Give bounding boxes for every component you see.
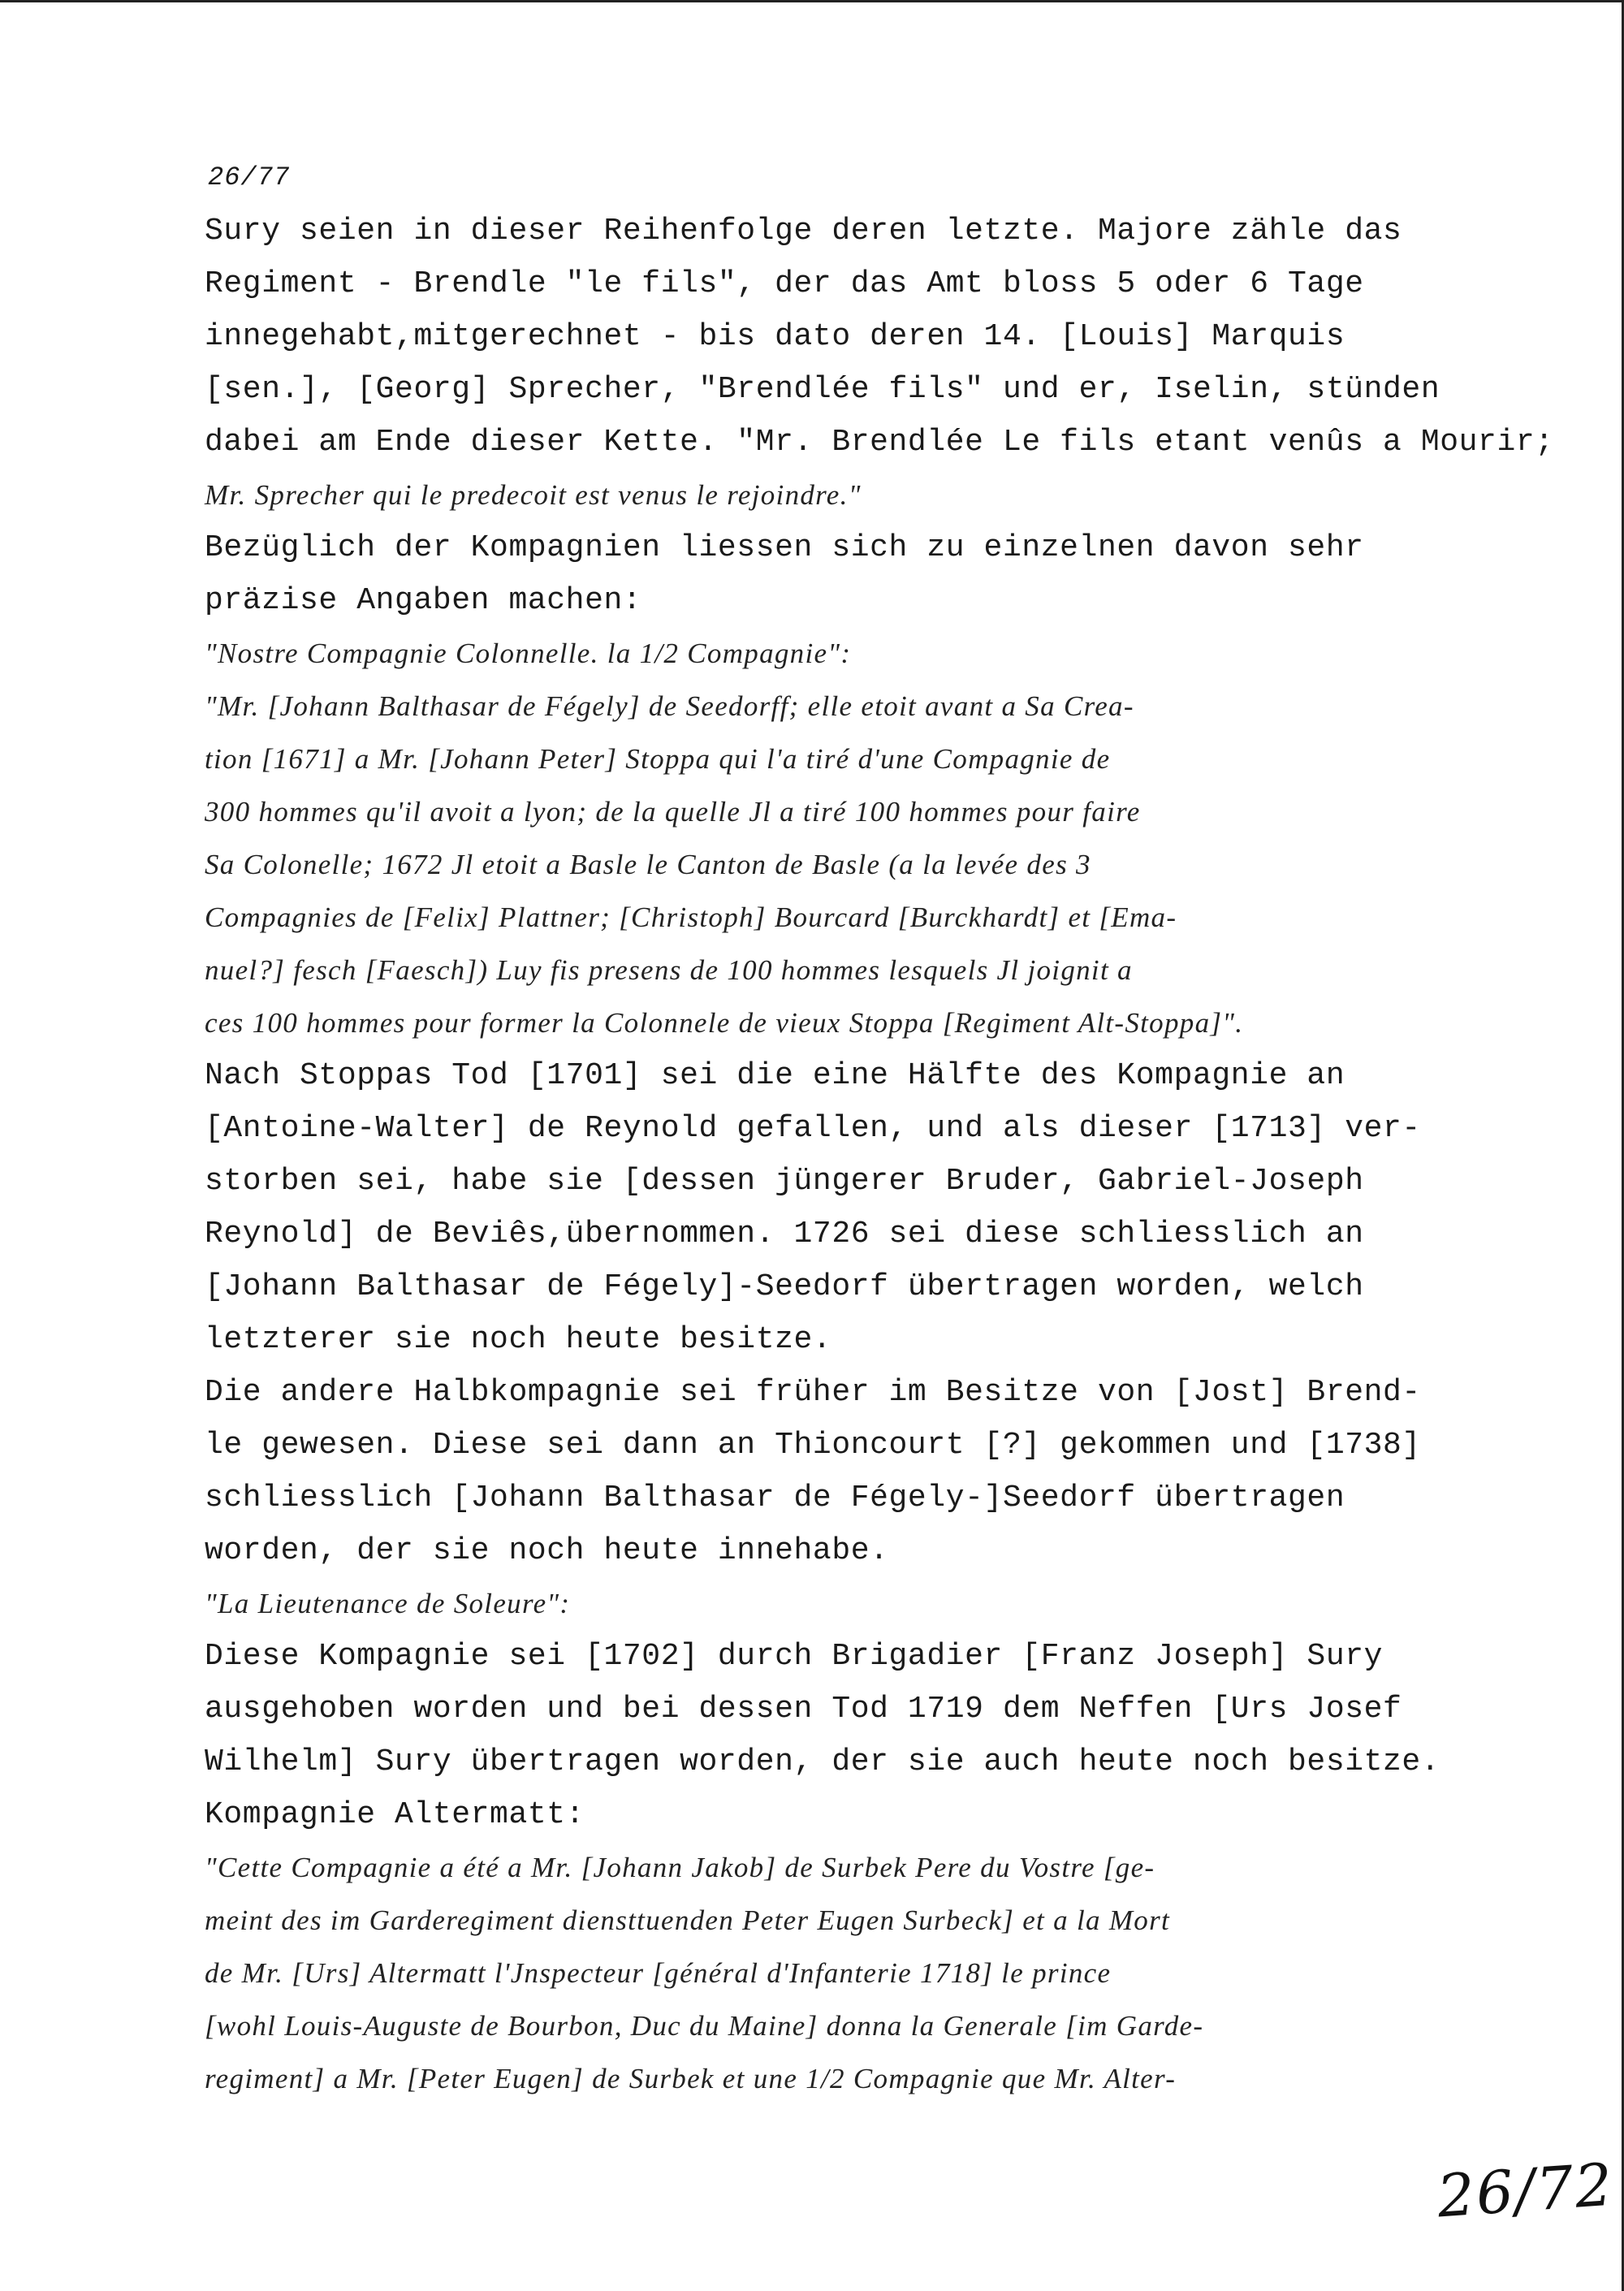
quoted-line: "Nostre Compagnie Colonnelle. la 1/2 Compagnie": [205, 638, 852, 669]
text-line: letzterer sie noch heute besitze. [205, 1322, 832, 1357]
handwritten-page-number: 26/72 [1435, 2150, 1617, 2231]
text-line: Wilhelm] Sury übertragen worden, der sie auch heute noch besitze. [205, 1744, 1440, 1779]
quoted-line: Compagnies de [Felix] Plattner; [Christoph] Bourcard [Burckhardt] et [Ema- [205, 901, 1177, 933]
text-line: worden, der sie noch heute innehabe. [205, 1533, 889, 1568]
quoted-line: "La Lieutenance de Soleure": [205, 1588, 571, 1619]
text-line: storben sei, habe sie [dessen jüngerer Bruder, Gabriel-Joseph [205, 1164, 1364, 1199]
quoted-line: "Mr. [Johann Balthasar de Fégely] de Seedorff; elle etoit avant a Sa Crea- [205, 690, 1134, 722]
text-line: [Antoine-Walter] de Reynold gefallen, und als dieser [1713] ver- [205, 1111, 1421, 1146]
text-line: [Johann Balthasar de Fégely]-Seedorf übertragen worden, welch [205, 1269, 1364, 1304]
text-line: Die andere Halbkompagnie sei früher im Besitze von [Jost] Brend- [205, 1375, 1421, 1410]
text-line: Kompagnie Altermatt: [205, 1797, 585, 1832]
quoted-line: nuel?] fesch [Faesch]) Luy fis presens de 100 hommes lesquels Jl joignit a [205, 954, 1133, 986]
text-line: Sury seien in dieser Reihenfolge deren letzte. Majore zähle das [205, 214, 1402, 249]
text-line: [sen.], [Georg] Sprecher, "Brendlée fils" und er, Iselin, stünden [205, 372, 1440, 407]
quoted-line: meint des im Garderegiment diensttuenden Peter Eugen Surbeck] et a la Mort [205, 1904, 1171, 1936]
text-line: Regiment - Brendle "le fils", der das Amt bloss 5 oder 6 Tage [205, 266, 1364, 301]
quoted-line: de Mr. [Urs] Altermatt l'Jnspecteur [général d'Infanterie 1718] le prince [205, 1957, 1112, 1989]
quoted-line: ces 100 hommes pour former la Colonnele de vieux Stoppa [Regiment Alt-Stoppa]". [205, 1007, 1244, 1039]
text-line: Reynold] de Beviês,übernommen. 1726 sei diese schliesslich an [205, 1217, 1364, 1251]
text-line: Bezüglich der Kompagnien liessen sich zu einzelnen davon sehr [205, 530, 1364, 565]
text-line: ausgehoben worden und bei dessen Tod 1719 dem Neffen [Urs Josef [205, 1692, 1402, 1727]
text-line: Diese Kompagnie sei [1702] durch Brigadier [Franz Joseph] Sury [205, 1639, 1384, 1674]
quoted-line: Mr. Sprecher qui le predecoit est venus le rejoindre." [205, 479, 862, 511]
text-line: präzise Angaben machen: [205, 583, 642, 618]
text-line: schliesslich [Johann Balthasar de Fégely-]Seedorf übertragen [205, 1481, 1345, 1515]
text-line: Nach Stoppas Tod [1701] sei die eine Hälfte des Kompagnie an [205, 1058, 1345, 1093]
text-line: innegehabt,mitgerechnet - bis dato deren 14. [Louis] Marquis [205, 319, 1345, 354]
quoted-line: [wohl Louis-Auguste de Bourbon, Duc du Maine] donna la Generale [im Garde- [205, 2010, 1204, 2042]
text-line: le gewesen. Diese sei dann an Thioncourt [?] gekommen und [1738] [205, 1428, 1421, 1463]
quoted-line: "Cette Compagnie a été a Mr. [Johann Jakob] de Surbek Pere du Vostre [ge- [205, 1852, 1155, 1883]
quoted-line: 300 hommes qu'il avoit a lyon; de la quelle Jl a tiré 100 hommes pour faire [205, 796, 1141, 828]
quoted-line: regiment] a Mr. [Peter Eugen] de Surbek et une 1/2 Compagnie que Mr. Alter- [205, 2063, 1177, 2094]
text-line: dabei am Ende dieser Kette. "Mr. Brendlée Le fils etant venûs a Mourir; [205, 425, 1554, 460]
quoted-line: Sa Colonelle; 1672 Jl etoit a Basle le Canton de Basle (a la levée des 3 [205, 849, 1091, 880]
page-number: 26/77 [208, 162, 291, 192]
document-body [205, 205, 1554, 2105]
quoted-line: tion [1671] a Mr. [Johann Peter] Stoppa qui l'a tiré d'une Compagnie de [205, 743, 1111, 775]
